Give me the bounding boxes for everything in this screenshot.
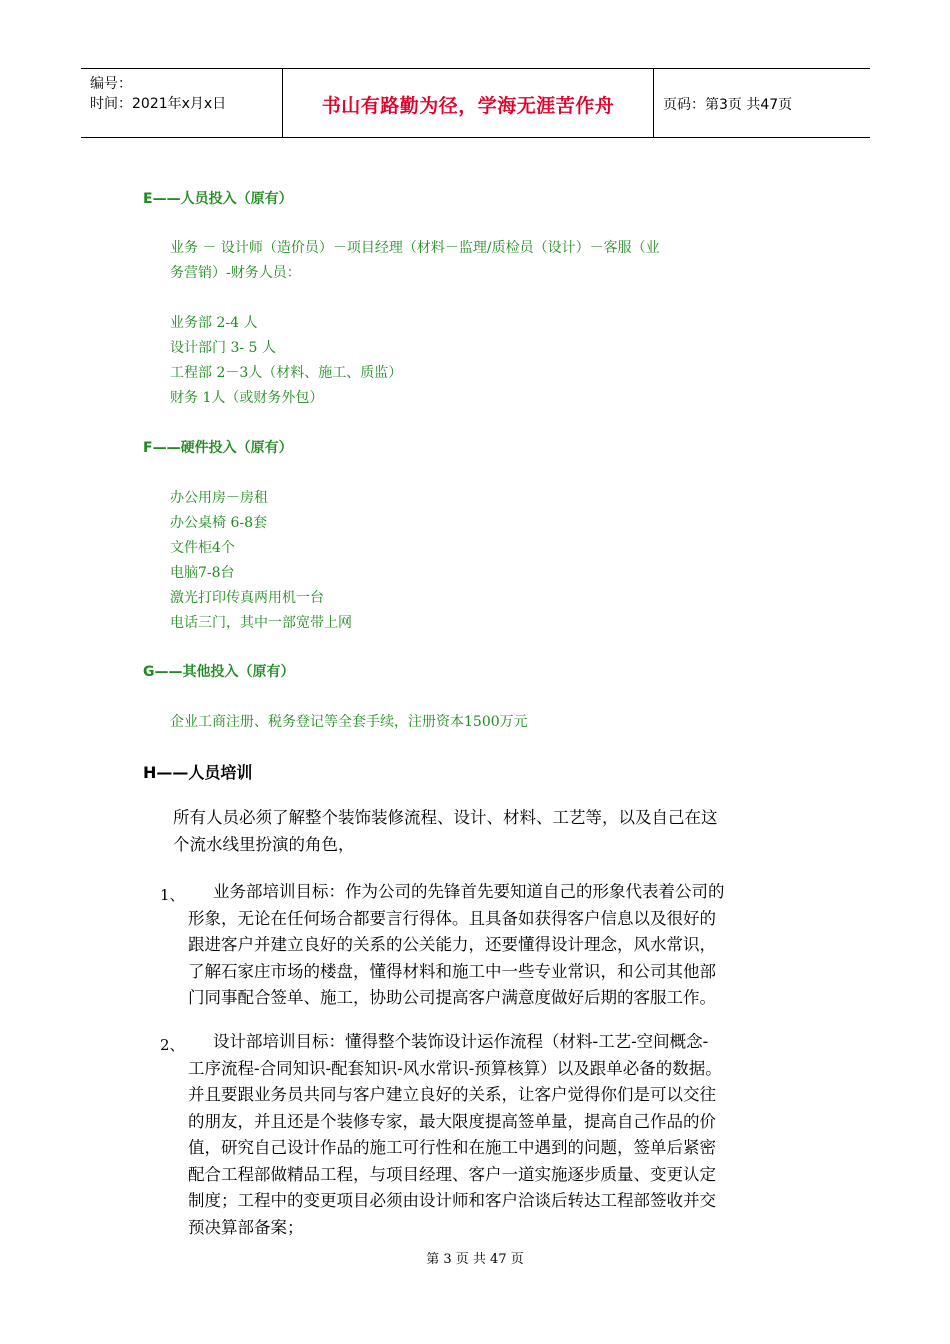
list-item: 电话三门，其中一部宽带上网 (170, 615, 352, 631)
list-item: 电脑7-8台 (170, 565, 235, 581)
list-item: 工程部 2－3人（材料、施工、质监） (170, 365, 403, 381)
page-number-label: 页码：第3页 共47页 (663, 97, 793, 113)
list-item: 业务部 2-4 人 (170, 315, 258, 331)
paragraph-line: 值，研究自己设计作品的施工可行性和在施工中遇到的问题，签单后紧密 (188, 1138, 716, 1157)
paragraph-line: 设计部培训目标：懂得整个装饰设计运作流程（材料-工艺-空间概念- (213, 1032, 709, 1051)
paragraph-line: 工序流程-合同知识-配套知识-风水常识-预算核算）以及跟单必备的数据。 (188, 1058, 722, 1078)
page-header (81, 68, 870, 138)
paragraph-line: 并且要跟业务员共同与客户建立良好的关系，让客户觉得你们是可以交往 (188, 1085, 716, 1104)
section-e-desc-line: 务营销）-财务人员： (170, 265, 301, 281)
paragraph-line: 配合工程部做精品工程，与项目经理、客户一道实施逐步质量、变更认定 (188, 1164, 716, 1184)
paragraph-line: 预决算部备案； (188, 1217, 304, 1237)
item-number: 1、 (160, 886, 185, 904)
serial-number-label: 编号： (90, 76, 132, 92)
list-item: 设计部门 3- 5 人 (170, 340, 276, 356)
section-h-intro (173, 805, 718, 858)
paragraph-line: 门同事配合签单、施工，协助公司提高客户满意度做好后期的客服工作。 (188, 988, 716, 1007)
item-number: 2、 (160, 1036, 185, 1054)
list-item: 激光打印传真两用机一台 (170, 590, 324, 606)
paragraph-line: 个流水线里扮演的角色， (173, 834, 355, 854)
motto: 书山有路勤为径，学海无涯苦作舟 (321, 95, 615, 117)
section-g-text: 企业工商注册、税务登记等全套手续，注册资本1500万元 (170, 714, 528, 730)
list-item: 文件柜4个 (170, 540, 235, 556)
date-label: 时间：2021年x月x日 (90, 96, 227, 112)
header-meta-cell (81, 69, 283, 137)
section-f-title: F——硬件投入（原有） (143, 440, 293, 456)
section-h-title: H——人员培训 (143, 763, 253, 782)
page-footer: 第 3 页 共 47 页 (426, 1252, 524, 1267)
paragraph-line: 所有人员必须了解整个装饰装修流程、设计、材料、工艺等，以及自己在这 (173, 808, 718, 827)
paragraph-line: 跟进客户并建立良好的关系的公关能力，还要懂得设计理念，风水常识， (188, 935, 716, 954)
paragraph-line: 的朋友，并且还是个装修专家，最大限度提高签单量，提高自己作品的价 (188, 1111, 716, 1131)
section-g-title: G——其他投入（原有） (143, 664, 295, 680)
header-page-cell (654, 69, 870, 137)
header-motto-cell (283, 69, 654, 137)
paragraph-line: 了解石家庄市场的楼盘，懂得材料和施工中一些专业常识，和公司其他部 (188, 961, 716, 981)
paragraph-line: 业务部培训目标：作为公司的先锋首先要知道自己的形象代表着公司的 (213, 882, 725, 901)
section-e-desc-line: 业务 － 设计师（造价员）－项目经理（材料－监理/质检员（设计）－客服（业 (170, 240, 660, 256)
list-item: 财务 1人（或财务外包） (170, 390, 324, 406)
list-item: 办公用房－房租 (170, 490, 268, 506)
paragraph-line: 形象，无论在任何场合都要言行得体。且具备如获得客户信息以及很好的 (188, 908, 716, 928)
list-item: 办公桌椅 6-8套 (170, 515, 267, 531)
item-2-paragraph (188, 1029, 722, 1241)
paragraph-line: 制度；工程中的变更项目必须由设计师和客户洽谈后转达工程部签收并交 (188, 1191, 716, 1210)
section-e-title: E——人员投入（原有） (143, 191, 293, 207)
item-1-paragraph (188, 879, 725, 1012)
